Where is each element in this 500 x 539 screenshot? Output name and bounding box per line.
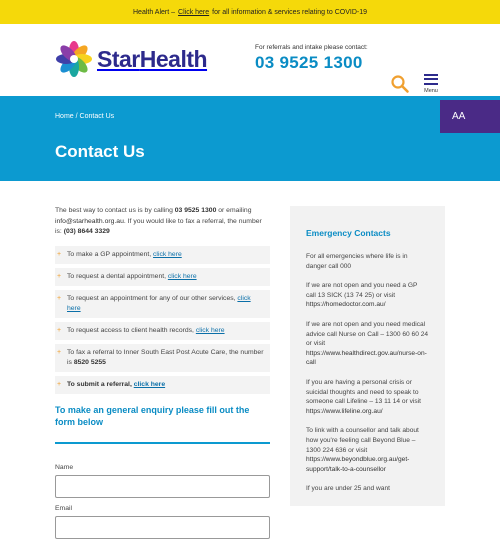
referral-phone-link[interactable]: 03 9525 1300 (255, 53, 363, 72)
service-text: To submit a referral, (67, 380, 134, 388)
logo-health-text: Health (139, 45, 208, 72)
list-item (55, 290, 270, 318)
alert-suffix: for all information & services relating to COVID-19 (212, 8, 367, 16)
plus-icon: + (57, 250, 62, 258)
service-text: To make a GP appointment, (67, 250, 154, 258)
search-icon (390, 74, 410, 94)
other-services-link[interactable]: click here (67, 294, 251, 312)
intro-text-2: or emailing (216, 207, 252, 214)
intro-phone-link[interactable] (175, 207, 217, 214)
emergency-item (306, 281, 429, 310)
emergency-item (306, 378, 429, 416)
menu-button[interactable] (420, 71, 442, 99)
enquiry-form-heading: To make an general enquiry please fill out the form below (55, 404, 250, 427)
homedoctor-link[interactable]: https://homedoctor.com.au/ (306, 301, 386, 309)
services-list (55, 246, 270, 394)
emergency-item (306, 252, 429, 271)
beyondblue-link[interactable]: https://www.beyondblue.org.au/get-support/talk-to-a-counsellor (306, 456, 410, 473)
name-input[interactable] (55, 475, 270, 498)
fax-referral-number: 8520 5255 (73, 358, 106, 366)
lifeline-link[interactable]: https://www.lifeline.org.au/ (306, 407, 383, 415)
plus-icon: + (57, 380, 62, 388)
plus-icon: + (57, 272, 62, 280)
breadcrumb-home-link[interactable]: Home (55, 113, 74, 120)
list-item (55, 268, 270, 286)
service-text: To fax a referral to Inner South East Post Acute Care, the number is (67, 348, 264, 366)
health-records-link[interactable]: click here (195, 326, 225, 334)
breadcrumb-current: Contact Us (79, 113, 115, 120)
list-item (55, 344, 270, 372)
menu-label: Menu (424, 88, 438, 94)
submit-referral-link[interactable]: click here (133, 380, 166, 388)
list-item (55, 322, 270, 340)
divider (55, 442, 270, 444)
site-header (0, 24, 500, 96)
emergency-item (306, 426, 429, 474)
email-field-label: Email (55, 504, 72, 512)
emergency-item (306, 484, 429, 494)
breadcrumb (55, 113, 114, 120)
logo-star-text: Star (97, 45, 140, 72)
plus-icon: + (57, 348, 62, 356)
emergency-item (306, 320, 429, 368)
name-field-label: Name (55, 463, 74, 471)
list-item (55, 376, 270, 394)
emergency-text: If we are not open and you need medical advice call Nurse on Call – 1300 60 60 24 or visit (306, 320, 429, 348)
alert-click-here-link[interactable]: Click here (178, 8, 210, 16)
intro-email-link[interactable]: info@starhealth.org.au (55, 217, 124, 225)
page-title: Contact Us (55, 142, 145, 161)
emergency-text: If you are having a personal crisis or suicidal thoughts and need to speak to someone call Lifeline – 13 11 14 or visit (306, 378, 421, 406)
nurse-on-call-link[interactable]: https://www.healthdirect.gov.au/nurse-on-call (306, 349, 427, 367)
dental-appointment-link[interactable]: click here (167, 272, 197, 280)
list-item (55, 246, 270, 264)
email-input[interactable] (55, 516, 270, 539)
intro-paragraph (55, 206, 270, 238)
starhealth-logo[interactable] (55, 40, 207, 78)
service-text: To request a dental appointment, (67, 272, 168, 280)
page-hero (0, 96, 500, 181)
emergency-contacts-heading: Emergency Contacts (306, 228, 391, 238)
star-logo-icon (55, 40, 93, 78)
health-alert-banner (0, 0, 500, 24)
main-content (55, 206, 270, 539)
intro-phone: 03 9525 1300 (174, 207, 217, 214)
gp-appointment-link[interactable]: click here (153, 250, 182, 258)
search-button[interactable] (390, 74, 410, 94)
intro-text-1: The best way to contact us is by calling (55, 207, 175, 214)
service-text: To request an appointment for any of our other services, (67, 294, 238, 302)
emergency-text: If you are under 25 and want (306, 485, 390, 493)
plus-icon: + (57, 294, 62, 302)
breadcrumb-separator: / (73, 113, 80, 120)
accessibility-text-size-button[interactable] (440, 100, 500, 133)
alert-prefix: Health Alert – (133, 8, 176, 16)
emergency-text: To link with a counsellor and talk about how you're feeling call Beyond Blue – 1300 224 636 or visit (306, 427, 419, 454)
plus-icon: + (57, 326, 62, 334)
intro-fax-number: (03) 8644 3329 (63, 228, 110, 235)
emergency-text: For all emergencies where life is in danger call 000 (306, 253, 408, 270)
emergency-text: If we are not open and you need a GP call 13 SICK (13 74 25) or visit (306, 282, 418, 299)
text-size-icon: AA (452, 111, 466, 122)
referral-contact (255, 44, 368, 73)
referral-contact-label: For referrals and intake please contact: (255, 44, 368, 51)
intro-text-3: . If you would like to fax a referral, the number is: (55, 217, 262, 235)
emergency-contacts-sidebar (290, 206, 445, 506)
hamburger-icon (424, 71, 438, 87)
service-text: To request access to client health records, (67, 326, 196, 334)
logo-wordmark (97, 46, 207, 73)
